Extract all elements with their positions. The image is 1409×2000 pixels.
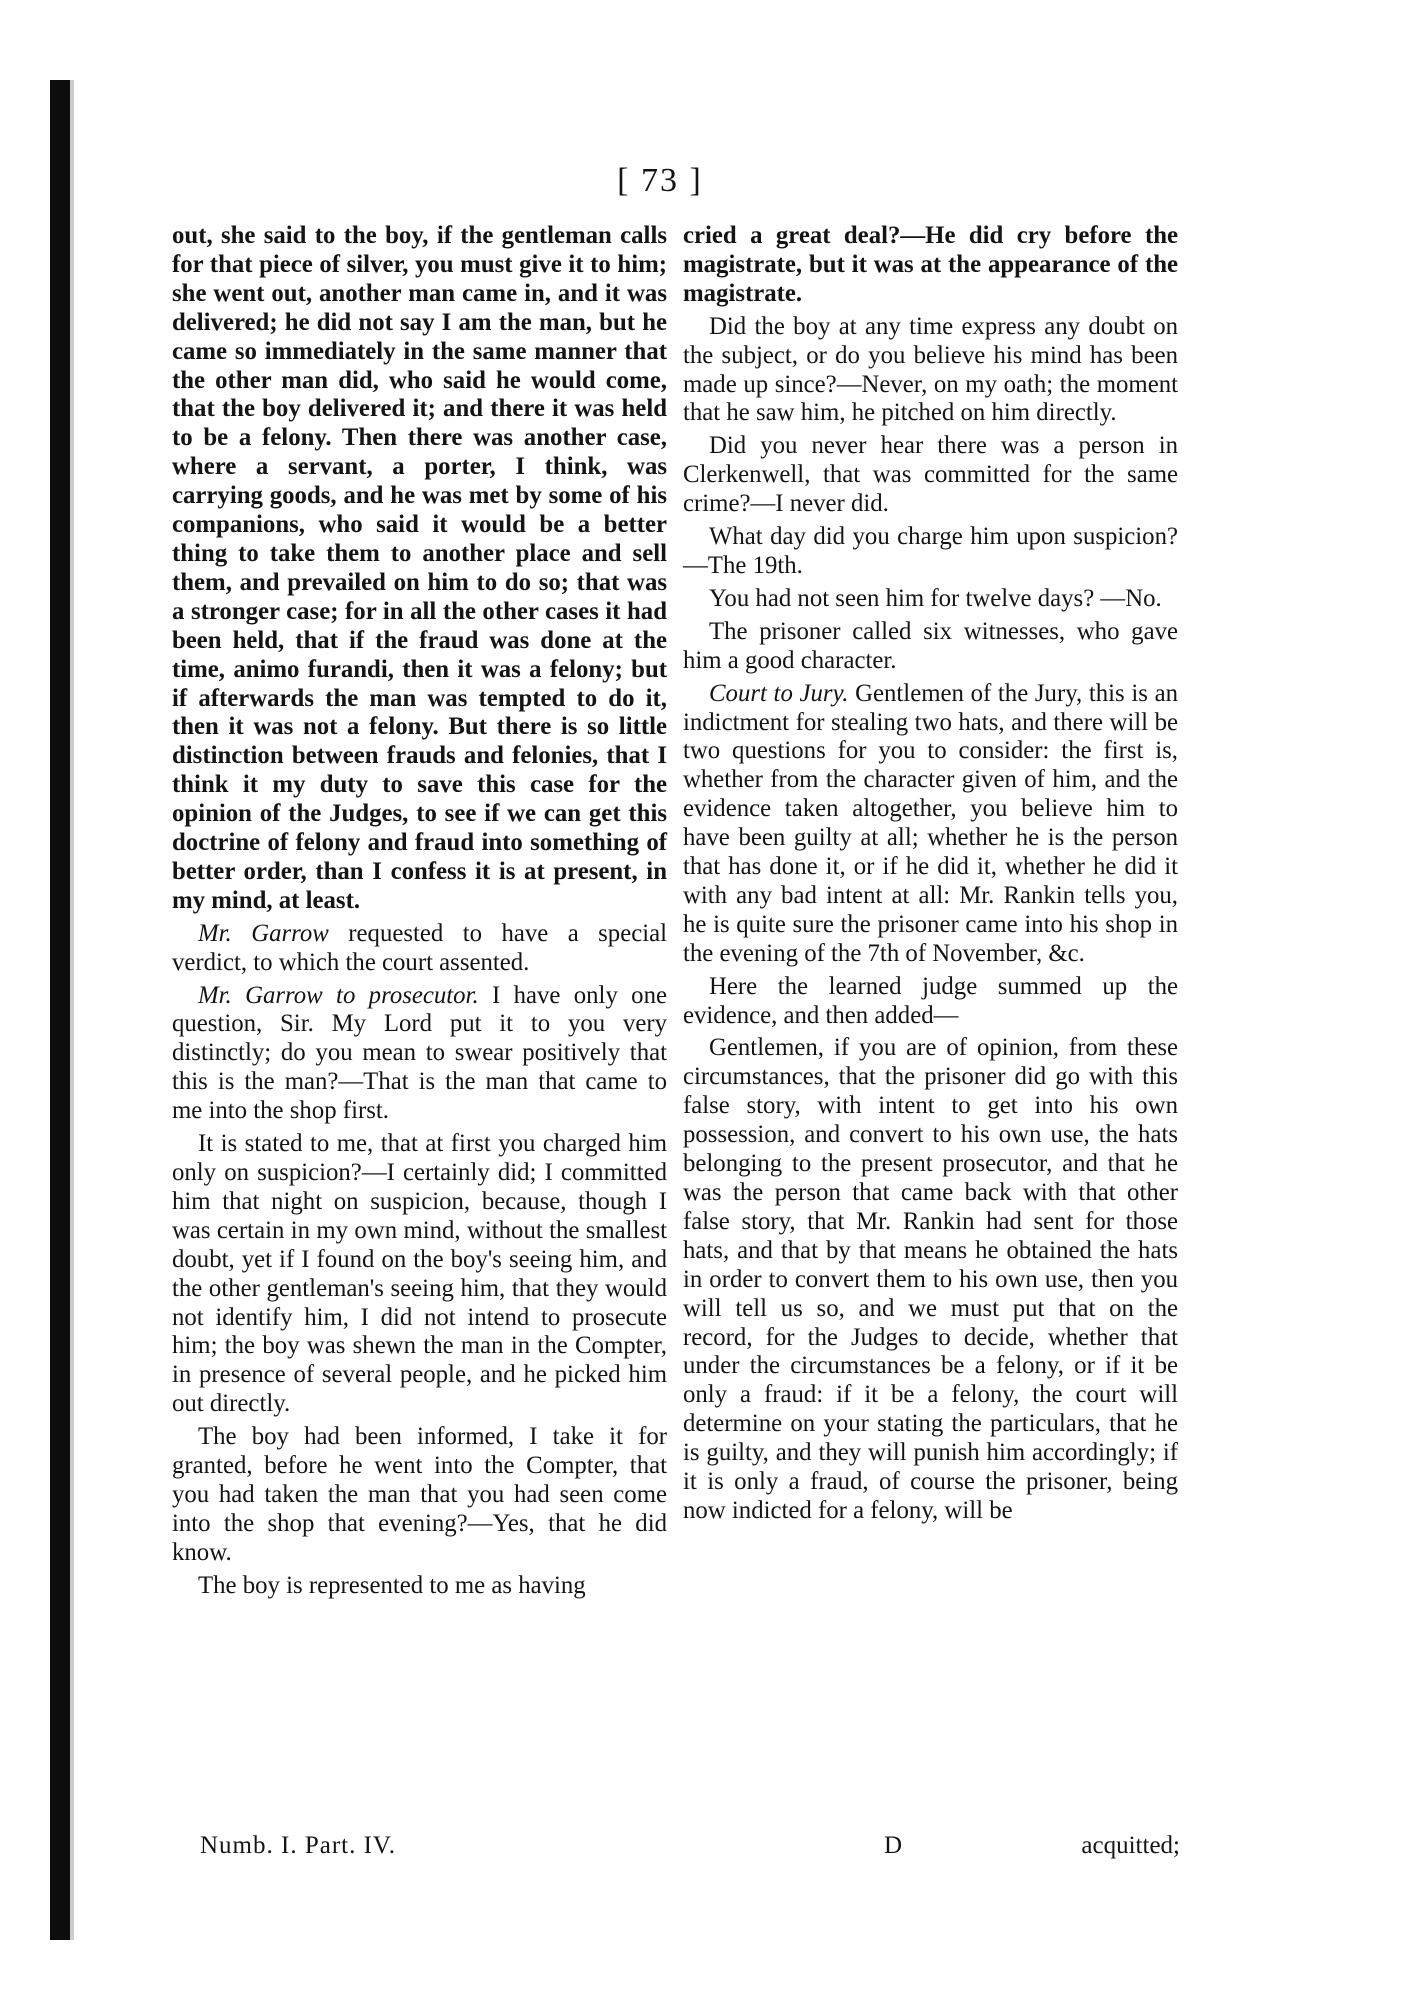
paragraph: The boy had been informed, I take it for granted, before he went into the Compter, that you had taken the man that you had seen come into the shop that evening?—Yes, that he did know. xyxy=(172,1423,667,1566)
paragraph xyxy=(683,680,1178,969)
paragraph: cried a great deal?—He did cry before the magistrate, but it was at the appearance of the magistrate. xyxy=(683,222,1178,307)
book-spine-edge xyxy=(70,80,74,1940)
page-footer xyxy=(172,1832,1180,1866)
paragraph: The prisoner called six witnesses, who gave him a good character. xyxy=(683,617,1178,674)
paragraph-text: Gentlemen of the Jury, this is an indictment for stealing two hats, and there will be two questions for you to consider: the first is, whether from the character given of him, and the evidence taken altogether, you believe him to have been guilty at all; whether he is the person that has done it, or if he did it, whether he did it with any bad intent at all: Mr. Rankin tells you, he is quite sure the prisoner came into his shop in the evening of the 7th of November, &c. xyxy=(683,679,1179,967)
paragraph: You had not seen him for twelve days? —No. xyxy=(709,584,1162,612)
paragraph xyxy=(172,920,667,978)
right-column xyxy=(683,222,1178,1526)
left-column xyxy=(172,222,667,1601)
catchword: acquitted; xyxy=(1081,1832,1180,1859)
paragraph: Here the learned judge summed up the evidence, and then added— xyxy=(683,972,1178,1029)
paragraph-text: I have only one question, Sir. My Lord put it to you very distinctly; do you mean to swear positively that this is the man?—That is the man that came to me into the shop first. xyxy=(172,981,667,1125)
signature-line: Numb. I. Part. IV. xyxy=(200,1832,397,1859)
paragraph: What day did you charge him upon suspicion?—The 19th. xyxy=(683,523,1178,579)
speaker-label: Mr. Garrow to prosecutor. xyxy=(198,981,479,1009)
paragraph: Gentlemen, if you are of opinion, from these circumstances, that the prisoner did go with this false story, with intent to get into his own possession, and convert to his own use, the hats belonging to the present prosecutor, and that he was the person that came back with that other false story, that Mr. Rankin had sent for those hats, and that by that means he obtained the hats in order to convert them to his own use, then you will tell us so, and we must put that on the record, for the Judges to decide, whether that under the circumstances be a felony, or if it be only a fraud: if it be a felony, the court will determine on your stating the particulars, that he is guilty, and they will punish him accordingly; if it is only a fraud, of course the prisoner, being now indicted for a felony, will be xyxy=(683,1034,1178,1524)
book-spine-shadow xyxy=(50,80,70,1940)
paragraph: The boy is represented to me as having xyxy=(198,1571,586,1599)
page-number: [ 73 ] xyxy=(617,162,703,199)
signature-mark: D xyxy=(884,1832,903,1859)
paragraph-text: requested to have a special verdict, to which the court assented. xyxy=(172,919,667,976)
paragraph: Did you never hear there was a person in Clerkenwell, that was committed for the same crime?—I never did. xyxy=(683,432,1178,518)
paragraph: Did the boy at any time express any doubt on the subject, or do you believe his mind has been made up since?—Never, on my oath; the moment that he saw him, he pitched on him directly. xyxy=(683,312,1178,427)
paragraph: It is stated to me, that at first you charged him only on suspicion?—I certainly did; I committed him that night on suspicion, because, though I was certain in my own mind, without the smallest doubt, yet if I found on the boy's seeing him, and the other gentleman's seeing him, that they would not identify him, I did not intend to prosecute him; the boy was shewn the man in the Compter, in presence of several people, and he picked him out directly. xyxy=(172,1130,667,1418)
paragraph xyxy=(172,982,667,1127)
speaker-label: Court to Jury. xyxy=(709,679,849,707)
paragraph: out, she said to the boy, if the gentleman calls for that piece of silver, you must give it to him; she went out, another man came in, and it was delivered; he did not say I am the man, but he came so immediately in the same manner that the other man did, who said he would come, that the boy delivered it; and there it was held to be a felony. Then there was another case, where a servant, a porter, I think, was carrying goods, and he was met by some of his companions, who said it would be a better thing to take them to another place and sell them, and prevailed on him to do so; that was a stronger case; for in all the other cases it had been held, that if the fraud was done at the time, animo furandi, then it was a felony; but if afterwards the man was tempted to do it, then it was not a felony. But there is so little distinction between frauds and felonies, that I think it my duty to save this case for the opinion of the Judges, to see if we can get this doctrine of felony and fraud into something of better order, than I confess it is at present, in my mind, at least. xyxy=(172,222,667,914)
speaker-label: Mr. Garrow xyxy=(198,919,329,947)
